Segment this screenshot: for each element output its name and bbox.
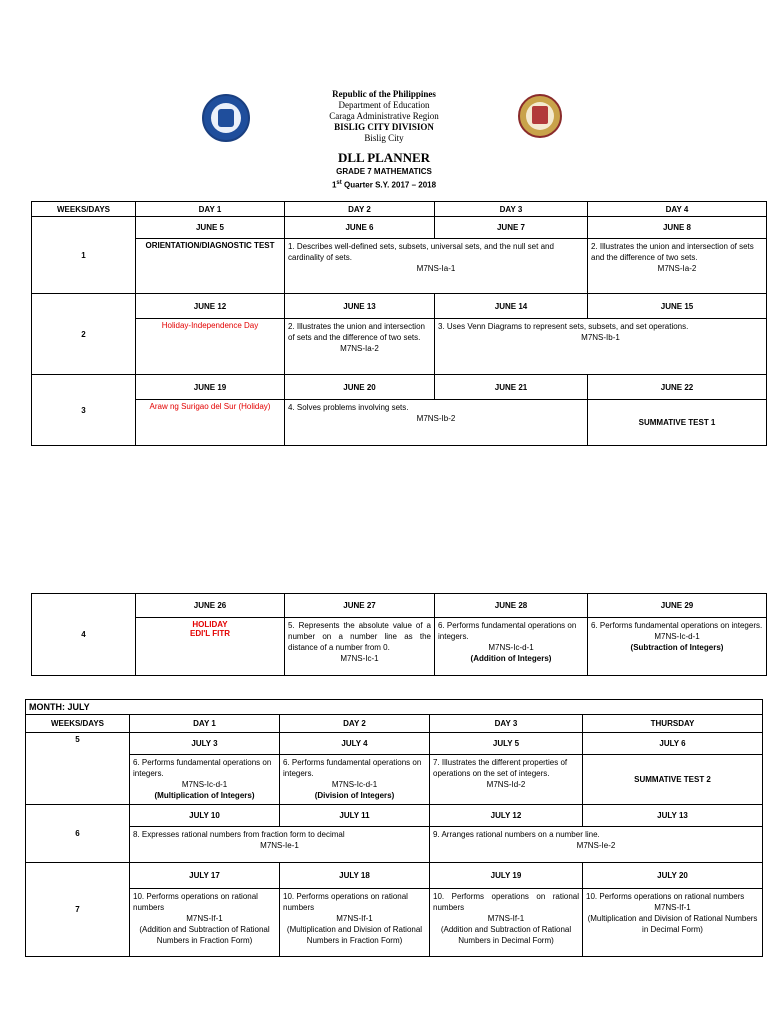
week-number: 1 — [32, 217, 136, 294]
week-number: 5 — [26, 733, 130, 805]
header-department: Department of Education — [338, 100, 430, 110]
table-row — [26, 755, 763, 805]
lesson-cell: 10. Performs operations on rational numbers M7NS-If-1 (Addition and Subtraction of Rational Numbers in Decimal Form) — [430, 889, 583, 957]
table-row — [26, 889, 763, 957]
date-cell: JUNE 28 — [435, 594, 588, 618]
header-quarter: 1st Quarter S.Y. 2017 – 2018 — [331, 180, 437, 190]
week-number: 4 — [32, 594, 136, 676]
lesson-cell: 8. Expresses rational numbers from fraction form to decimal M7NS-Ie-1 — [130, 827, 430, 863]
weeks-table-july — [25, 699, 763, 957]
col-header-weeks: WEEKS/DAYS — [32, 202, 136, 217]
page-title: DLL PLANNER — [337, 150, 431, 165]
week-number: 7 — [26, 863, 130, 957]
header-subject: GRADE 7 MATHEMATICS — [336, 167, 432, 176]
lesson-cell: 1. Describes well-defined sets, subsets, universal sets, and the null set and cardinality of sets. M7NS-Ia-1 — [285, 239, 588, 294]
table-row — [32, 239, 767, 294]
date-cell: JUNE 5 — [136, 217, 285, 239]
lesson-cell: 4. Solves problems involving sets. M7NS-Ib-2 — [285, 400, 588, 446]
date-cell: JULY 4 — [280, 733, 430, 755]
month-label: MONTH: JULY — [26, 700, 763, 715]
date-cell: JUNE 19 — [136, 375, 285, 400]
month-row — [26, 700, 763, 715]
date-cell: JUNE 7 — [435, 217, 588, 239]
holiday-cell: Araw ng Surigao del Sur (Holiday) — [136, 400, 285, 446]
col-header-day1: DAY 1 — [136, 202, 285, 217]
date-cell: JULY 18 — [280, 863, 430, 889]
date-cell: JUNE 29 — [588, 594, 767, 618]
date-cell: JUNE 21 — [435, 375, 588, 400]
lesson-cell: 6. Performs fundamental operations on integers. M7NS-Ic-d-1 (Addition of Integers) — [435, 618, 588, 676]
col-header-day1: DAY 1 — [130, 715, 280, 733]
date-cell: JULY 3 — [130, 733, 280, 755]
lesson-cell: 5. Represents the absolute value of a number on a number line as the distance of a number from 0. M7NS-Ic-1 — [285, 618, 435, 676]
holiday-cell: Holiday-Independence Day — [136, 319, 285, 375]
lesson-cell: 6. Performs fundamental operations on integers. M7NS-Ic-d-1 (Division of Integers) — [280, 755, 430, 805]
lesson-cell: 2. Illustrates the union and intersection of sets and the difference of two sets. M7NS-Ia-2 — [588, 239, 767, 294]
holiday-cell: HOLIDAY EDI'L FITR — [136, 618, 285, 676]
weeks-table-june — [31, 201, 767, 446]
date-cell: JULY 10 — [130, 805, 280, 827]
summative-test-cell: SUMMATIVE TEST 1 — [588, 400, 767, 446]
week-number: 3 — [32, 375, 136, 446]
header-city: Bislig City — [364, 133, 404, 143]
col-header-day2: DAY 2 — [280, 715, 430, 733]
date-cell: JULY 13 — [583, 805, 763, 827]
table-row — [32, 594, 767, 618]
col-header-weeks: WEEKS/DAYS — [26, 715, 130, 733]
lesson-cell: 10. Performs operations on rational numbers M7NS-If-1 (Multiplication and Division of Rational Numbers in Fraction Form) — [280, 889, 430, 957]
table-row — [32, 400, 767, 446]
header-republic: Republic of the Philippines — [332, 89, 436, 99]
table-row — [26, 863, 763, 889]
col-header-day3: DAY 3 — [430, 715, 583, 733]
table-row — [26, 827, 763, 863]
date-cell: JULY 19 — [430, 863, 583, 889]
date-cell: JUNE 26 — [136, 594, 285, 618]
lesson-cell: 9. Arranges rational numbers on a number line. M7NS-Ie-2 — [430, 827, 763, 863]
lesson-cell: ORIENTATION/DIAGNOSTIC TEST — [136, 239, 285, 294]
col-header-day2: DAY 2 — [285, 202, 435, 217]
lesson-cell: 6. Performs fundamental operations on integers. M7NS-Ic-d-1 (Subtraction of Integers) — [588, 618, 767, 676]
table-header-row — [26, 715, 763, 733]
date-cell: JULY 5 — [430, 733, 583, 755]
table-row — [32, 294, 767, 319]
week-number: 6 — [26, 805, 130, 863]
date-cell: JULY 17 — [130, 863, 280, 889]
header-region: Caraga Administrative Region — [329, 111, 439, 121]
lesson-cell: 3. Uses Venn Diagrams to represent sets, subsets, and set operations. M7NS-Ib-1 — [435, 319, 767, 375]
date-cell: JULY 12 — [430, 805, 583, 827]
date-cell: JUNE 20 — [285, 375, 435, 400]
table-header-row — [32, 202, 767, 217]
lesson-cell: 2. Illustrates the union and intersection of sets and the difference of two sets. M7NS-Ia-2 — [285, 319, 435, 375]
date-cell: JULY 20 — [583, 863, 763, 889]
lesson-cell: 6. Performs fundamental operations on integers. M7NS-Ic-d-1 (Multiplication of Integers) — [130, 755, 280, 805]
summative-test-cell: SUMMATIVE TEST 2 — [583, 755, 763, 805]
col-header-day4: DAY 4 — [588, 202, 767, 217]
table-row — [26, 733, 763, 755]
date-cell: JULY 11 — [280, 805, 430, 827]
date-cell: JUNE 22 — [588, 375, 767, 400]
date-cell: JUNE 12 — [136, 294, 285, 319]
lesson-cell: 7. Illustrates the different properties of operations on the set of integers. M7NS-Id-2 — [430, 755, 583, 805]
table-row — [32, 618, 767, 676]
week-number: 2 — [32, 294, 136, 375]
table-row — [26, 805, 763, 827]
date-cell: JUNE 27 — [285, 594, 435, 618]
lesson-cell: 10. Performs operations on rational numbers M7NS-If-1 (Addition and Subtraction of Rational Numbers in Fraction Form) — [130, 889, 280, 957]
table-row — [32, 319, 767, 375]
date-cell: JULY 6 — [583, 733, 763, 755]
header-division: BISLIG CITY DIVISION — [334, 122, 434, 132]
weeks-table-week4 — [31, 593, 767, 676]
table-row — [32, 375, 767, 400]
date-cell: JUNE 14 — [435, 294, 588, 319]
date-cell: JUNE 8 — [588, 217, 767, 239]
col-header-thursday: THURSDAY — [583, 715, 763, 733]
lesson-cell: 10. Performs operations on rational numbers M7NS-If-1 (Multiplication and Division of Rational Numbers in Decimal Form) — [583, 889, 763, 957]
date-cell: JUNE 6 — [285, 217, 435, 239]
date-cell: JUNE 15 — [588, 294, 767, 319]
table-row — [32, 217, 767, 239]
date-cell: JUNE 13 — [285, 294, 435, 319]
col-header-day3: DAY 3 — [435, 202, 588, 217]
